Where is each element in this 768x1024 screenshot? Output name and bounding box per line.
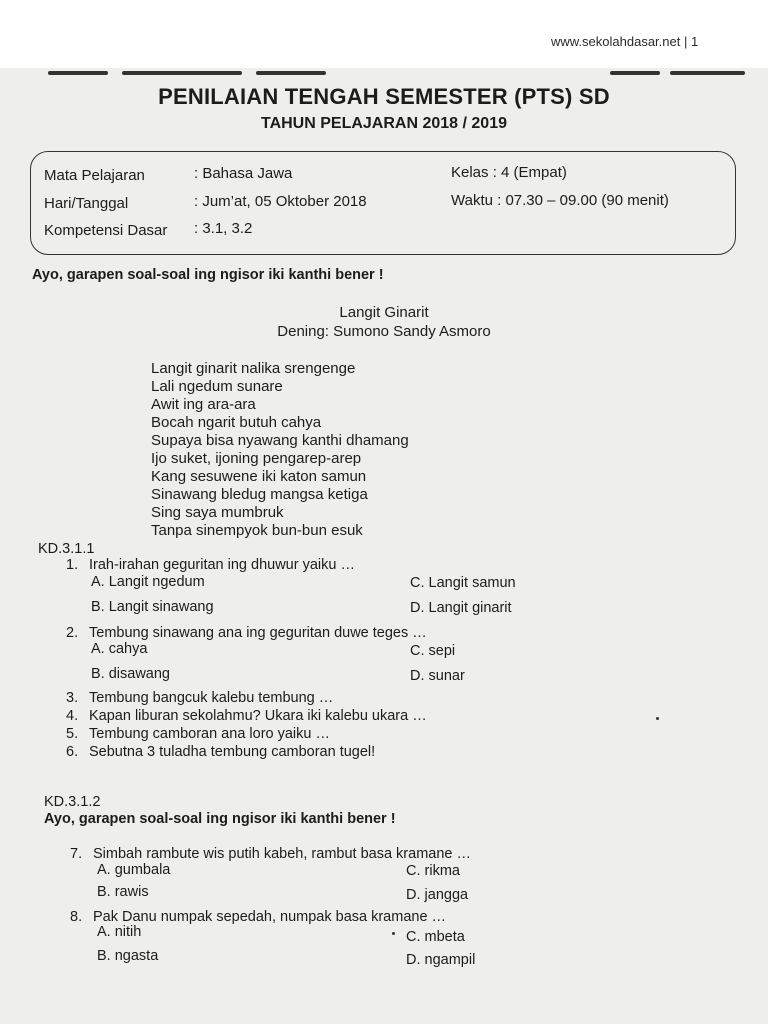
- question-number: 8.: [70, 909, 83, 925]
- poem-line: Lali ngedum sunare: [151, 378, 283, 395]
- instruction-1: Ayo, garapen soal-soal ing ngisor iki kanthi bener !: [32, 267, 384, 283]
- q7-option-b: B. rawis: [97, 884, 149, 900]
- page-subtitle: TAHUN PELAJARAN 2018 / 2019: [260, 115, 507, 132]
- poem-title: Langit Ginarit: [339, 304, 429, 321]
- question-2-text: Tembung sinawang ana ing geguritan duwe teges …: [89, 625, 427, 641]
- mapel-value: : Bahasa Jawa: [194, 165, 293, 182]
- q1-option-d: D. Langit ginarit: [410, 600, 512, 616]
- mapel-label: Mata Pelajaran: [44, 167, 145, 184]
- q8-option-d: D. ngampil: [406, 952, 476, 968]
- q8-option-c: C. mbeta: [406, 929, 465, 945]
- q8-option-b: B. ngasta: [97, 948, 159, 964]
- question-number: 4.: [66, 708, 79, 724]
- page-title: PENILAIAN TENGAH SEMESTER (PTS) SD: [158, 84, 610, 109]
- q1-option-a: A. Langit ngedum: [91, 574, 205, 590]
- q1-option-c: C. Langit samun: [410, 575, 516, 591]
- question-number: 6.: [66, 744, 79, 760]
- poem-line: Awit ing ara-ara: [151, 396, 256, 413]
- poem-line: Tanpa sinempyok bun-bun esuk: [151, 522, 363, 539]
- q7-option-a: A. gumbala: [97, 862, 171, 878]
- question-7-text: Simbah rambute wis putih kabeh, rambut basa kramane …: [93, 846, 471, 862]
- kd-value: : 3.1, 3.2: [194, 220, 253, 237]
- poem-line: Supaya bisa nyawang kanthi dhamang: [151, 432, 409, 449]
- hari-value: : Jum’at, 05 Oktober 2018: [194, 193, 367, 210]
- question-5-text: Tembung camboran ana loro yaiku …: [89, 726, 330, 742]
- hari-label: Hari/Tanggal: [44, 195, 129, 212]
- page-header-url: www.sekolahdasar.net | 1: [551, 34, 699, 49]
- q8-option-a: A. nitih: [97, 924, 142, 940]
- question-number: 5.: [66, 726, 79, 742]
- poem-author: Dening: Sumono Sandy Asmoro: [277, 323, 491, 340]
- q2-option-a: A. cahya: [91, 641, 148, 657]
- poem-line: Kang sesuwene iki katon samun: [151, 468, 367, 485]
- poem-line: Sing saya mumbruk: [151, 504, 284, 521]
- question-8-text: Pak Danu numpak sepedah, numpak basa kramane …: [93, 909, 447, 925]
- q7-option-c: C. rikma: [406, 863, 460, 879]
- speck: [656, 717, 659, 720]
- question-number: 3.: [66, 690, 79, 706]
- section-label-kd311: KD.3.1.1: [38, 541, 95, 557]
- q7-option-d: D. jangga: [406, 887, 469, 903]
- speck: [392, 932, 395, 935]
- question-4-text: Kapan liburan sekolahmu? Ukara iki kalebu ukara …: [89, 708, 427, 724]
- poem-line: Langit ginarit nalika srengenge: [151, 360, 356, 377]
- kelas-info: Kelas : 4 (Empat): [451, 164, 567, 181]
- question-6-text: Sebutna 3 tuladha tembung camboran tugel!: [89, 744, 376, 760]
- question-number: 7.: [70, 846, 83, 862]
- poem-line: Ijo suket, ijoning pengarep-arep: [151, 450, 362, 467]
- poem-line: Sinawang bledug mangsa ketiga: [151, 486, 368, 503]
- question-number: 2.: [66, 625, 79, 641]
- q1-option-b: B. Langit sinawang: [91, 599, 214, 615]
- question-number: 1.: [66, 557, 79, 573]
- q2-option-c: C. sepi: [410, 643, 456, 659]
- poem-line: Bocah ngarit butuh cahya: [151, 414, 322, 431]
- q2-option-d: D. sunar: [410, 668, 465, 684]
- kd-label: Kompetensi Dasar: [44, 222, 168, 239]
- section-label-kd312: KD.3.1.2: [44, 794, 101, 810]
- instruction-2: Ayo, garapen soal-soal ing ngisor iki kanthi bener !: [44, 811, 396, 827]
- question-3-text: Tembung bangcuk kalebu tembung …: [89, 690, 334, 706]
- cut-off-header-text: [30, 68, 745, 78]
- question-1-text: Irah-irahan geguritan ing dhuwur yaiku …: [89, 557, 355, 573]
- waktu-info: Waktu : 07.30 – 09.00 (90 menit): [451, 192, 669, 209]
- q2-option-b: B. disawang: [91, 666, 170, 682]
